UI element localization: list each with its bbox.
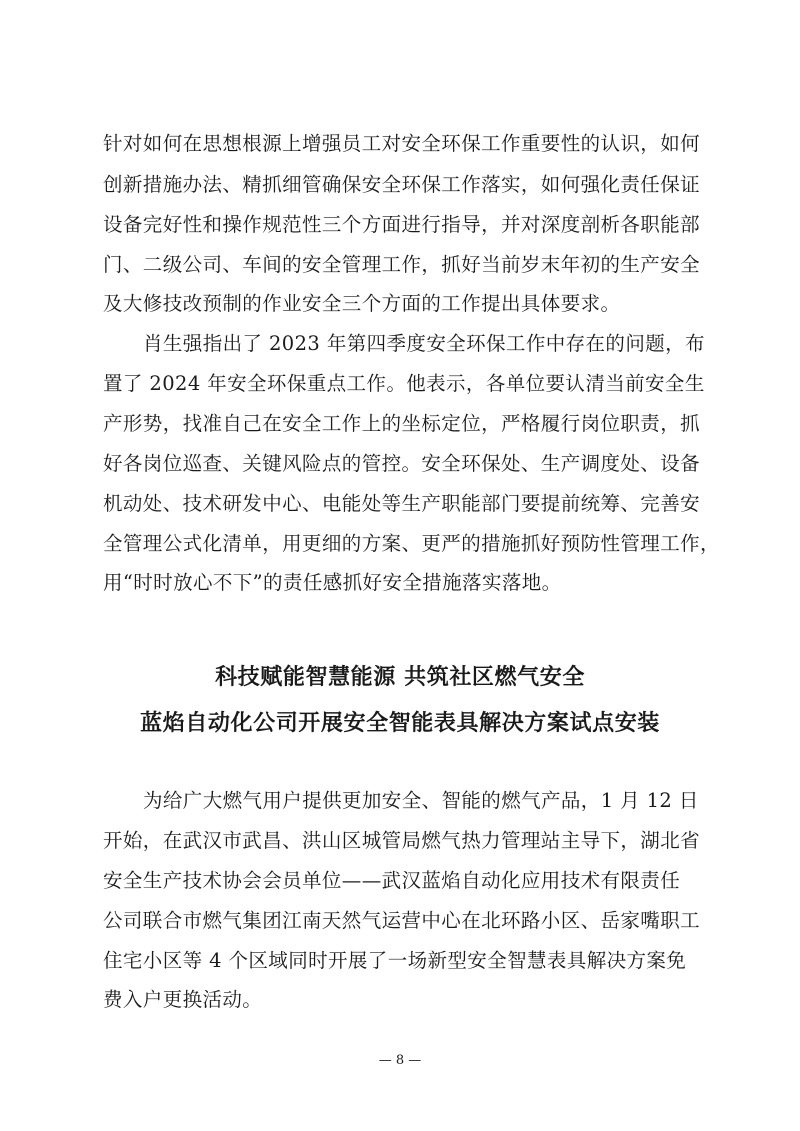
text-line: 创新措施办法、精抓细管确保安全环保工作落实，如何强化责任保证 [103, 173, 701, 196]
article-title-line-1: 科技赋能智慧能源 共筑社区燃气安全 [215, 665, 585, 690]
text-line: 设备完好性和操作规范性三个方面进行指导，并对深度剖析各职能部 [103, 213, 701, 236]
text-line: 产形势，找准自己在安全工作上的坐标定位，严格履行岗位职责，抓 [103, 412, 701, 435]
text-line: 住宅小区等 4 个区域同时开展了一场新型安全智慧表具解决方案免 [103, 949, 687, 972]
text-line: 为给广大燃气用户提供更加安全、智能的燃气产品，1 月 12 日 [143, 789, 699, 812]
page-number: — 8 — [378, 1053, 422, 1068]
text-line: 开始，在武汉市武昌、洪山区城管局燃气热力管理站主导下，湖北省 [103, 829, 701, 852]
text-line: 安全生产技术协会会员单位——武汉蓝焰自动化应用技术有限责任 [103, 869, 681, 892]
text-line: 肖生强指出了 2023 年第四季度安全环保工作中存在的问题，布 [143, 332, 705, 355]
text-line: 用“时时放心不下”的责任感抓好安全措施落实落地。 [103, 571, 562, 594]
article-title-line-2: 蓝焰自动化公司开展安全智能表具解决方案试点安装 [140, 711, 660, 736]
text-line: 及大修技改预制的作业安全三个方面的工作提出具体要求。 [103, 292, 621, 315]
text-line: 针对如何在思想根源上增强员工对安全环保工作重要性的认识，如何 [103, 132, 701, 155]
text-line: 费入户更换活动。 [103, 988, 263, 1011]
text-line: 机动处、技术研发中心、电能处等生产职能部门要提前统筹、完善安 [103, 492, 701, 515]
text-line: 全管理公式化清单，用更细的方案、更严的措施抓好预防性管理工作， [103, 532, 720, 555]
text-line: 好各岗位巡查、关键风险点的管控。安全环保处、生产调度处、设备 [103, 452, 701, 475]
text-line: 门、二级公司、车间的安全管理工作，抓好当前岁末年初的生产安全 [103, 253, 701, 276]
text-line: 公司联合市燃气集团江南天然气运营中心在北环路小区、岳家嘴职工 [103, 909, 701, 932]
text-line: 置了 2024 年安全环保重点工作。他表示，各单位要认清当前安全生 [103, 372, 705, 395]
